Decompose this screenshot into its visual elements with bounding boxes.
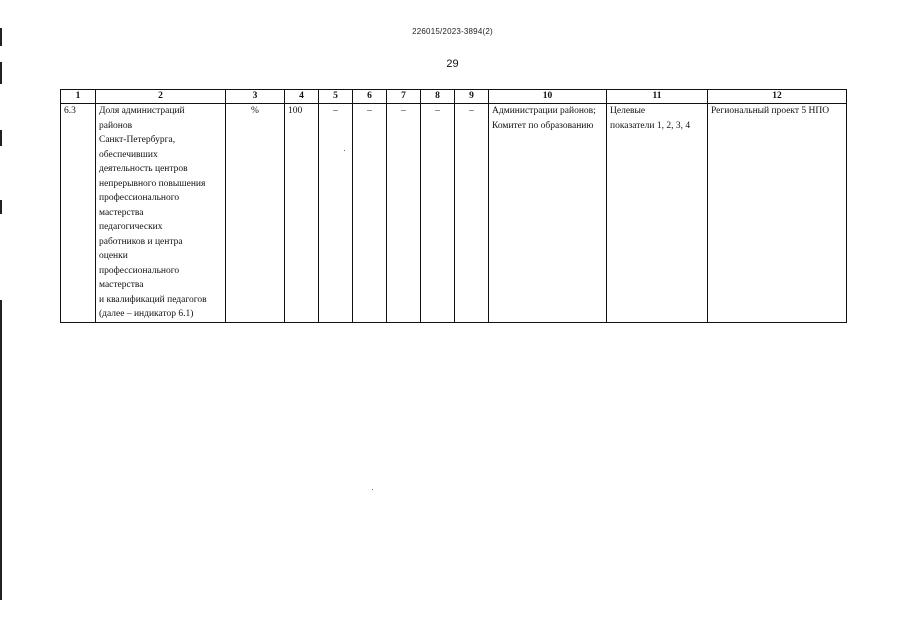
indicator-table (60, 89, 847, 323)
indicator-name-line: мастерства (99, 280, 144, 290)
column-header-4: 4 (285, 90, 319, 104)
value-cell-8: – (421, 104, 455, 323)
column-header-10: 10 (489, 90, 607, 104)
value-cell-9: – (455, 104, 489, 323)
indicator-name-line: непрерывного повышения (99, 178, 206, 189)
indicator-name-line: и квалификаций педагогов (99, 294, 207, 305)
scan-left-edge (0, 0, 3, 640)
targets-line: Целевые (610, 106, 646, 116)
column-header-2: 2 (96, 90, 226, 104)
value-cell-4: 100 (285, 104, 319, 323)
targets-line: показатели 1, 2, 3, 4 (610, 120, 691, 131)
value-cell-7: – (387, 104, 421, 323)
column-header-5: 5 (319, 90, 353, 104)
row-number: 6.3 (61, 104, 96, 323)
indicator-name-line: районов (99, 120, 133, 131)
indicator-name-line: обеспечивших (99, 149, 158, 160)
indicator-name-line: педагогических (99, 222, 163, 232)
indicator-name-line: деятельность центров (99, 164, 188, 174)
scan-speck (372, 489, 373, 490)
indicator-name-line: профессионального (99, 265, 180, 276)
column-header-7: 7 (387, 90, 421, 104)
project-cell: Региональный проект 5 НПО (708, 104, 847, 323)
responsible-cell (489, 104, 607, 323)
column-header-3: 3 (226, 90, 285, 104)
indicator-name (96, 104, 226, 323)
table-row (61, 104, 847, 323)
value-cell-6: – (353, 104, 387, 323)
value-cell-5: – (319, 104, 353, 323)
column-header-12: 12 (708, 90, 847, 104)
column-header-6: 6 (353, 90, 387, 104)
column-header-8: 8 (421, 90, 455, 104)
responsible-line: Комитет по образованию (492, 120, 594, 131)
column-header-9: 9 (455, 90, 489, 104)
indicator-name-line: профессионального (99, 193, 180, 203)
column-header-11: 11 (607, 90, 708, 104)
document-number: 226015/2023-3894(2) (412, 27, 493, 36)
indicator-name-line: мастерства (99, 207, 144, 218)
indicator-name-line: Санкт-Петербурга, (99, 135, 176, 145)
indicator-name-line: работников и центра (99, 236, 183, 247)
indicator-name-line: оценки (99, 251, 128, 261)
indicator-name-line: (далее – индикатор 6.1) (99, 309, 194, 319)
page-number: 29 (446, 58, 459, 70)
indicator-name-line: Доля администраций (99, 106, 185, 116)
unit-cell: % (226, 104, 285, 323)
targets-cell (607, 104, 708, 323)
responsible-line: Администрации районов; (492, 106, 596, 116)
scan-speck (344, 150, 345, 151)
header-row (61, 90, 847, 104)
column-header-1: 1 (61, 90, 96, 104)
